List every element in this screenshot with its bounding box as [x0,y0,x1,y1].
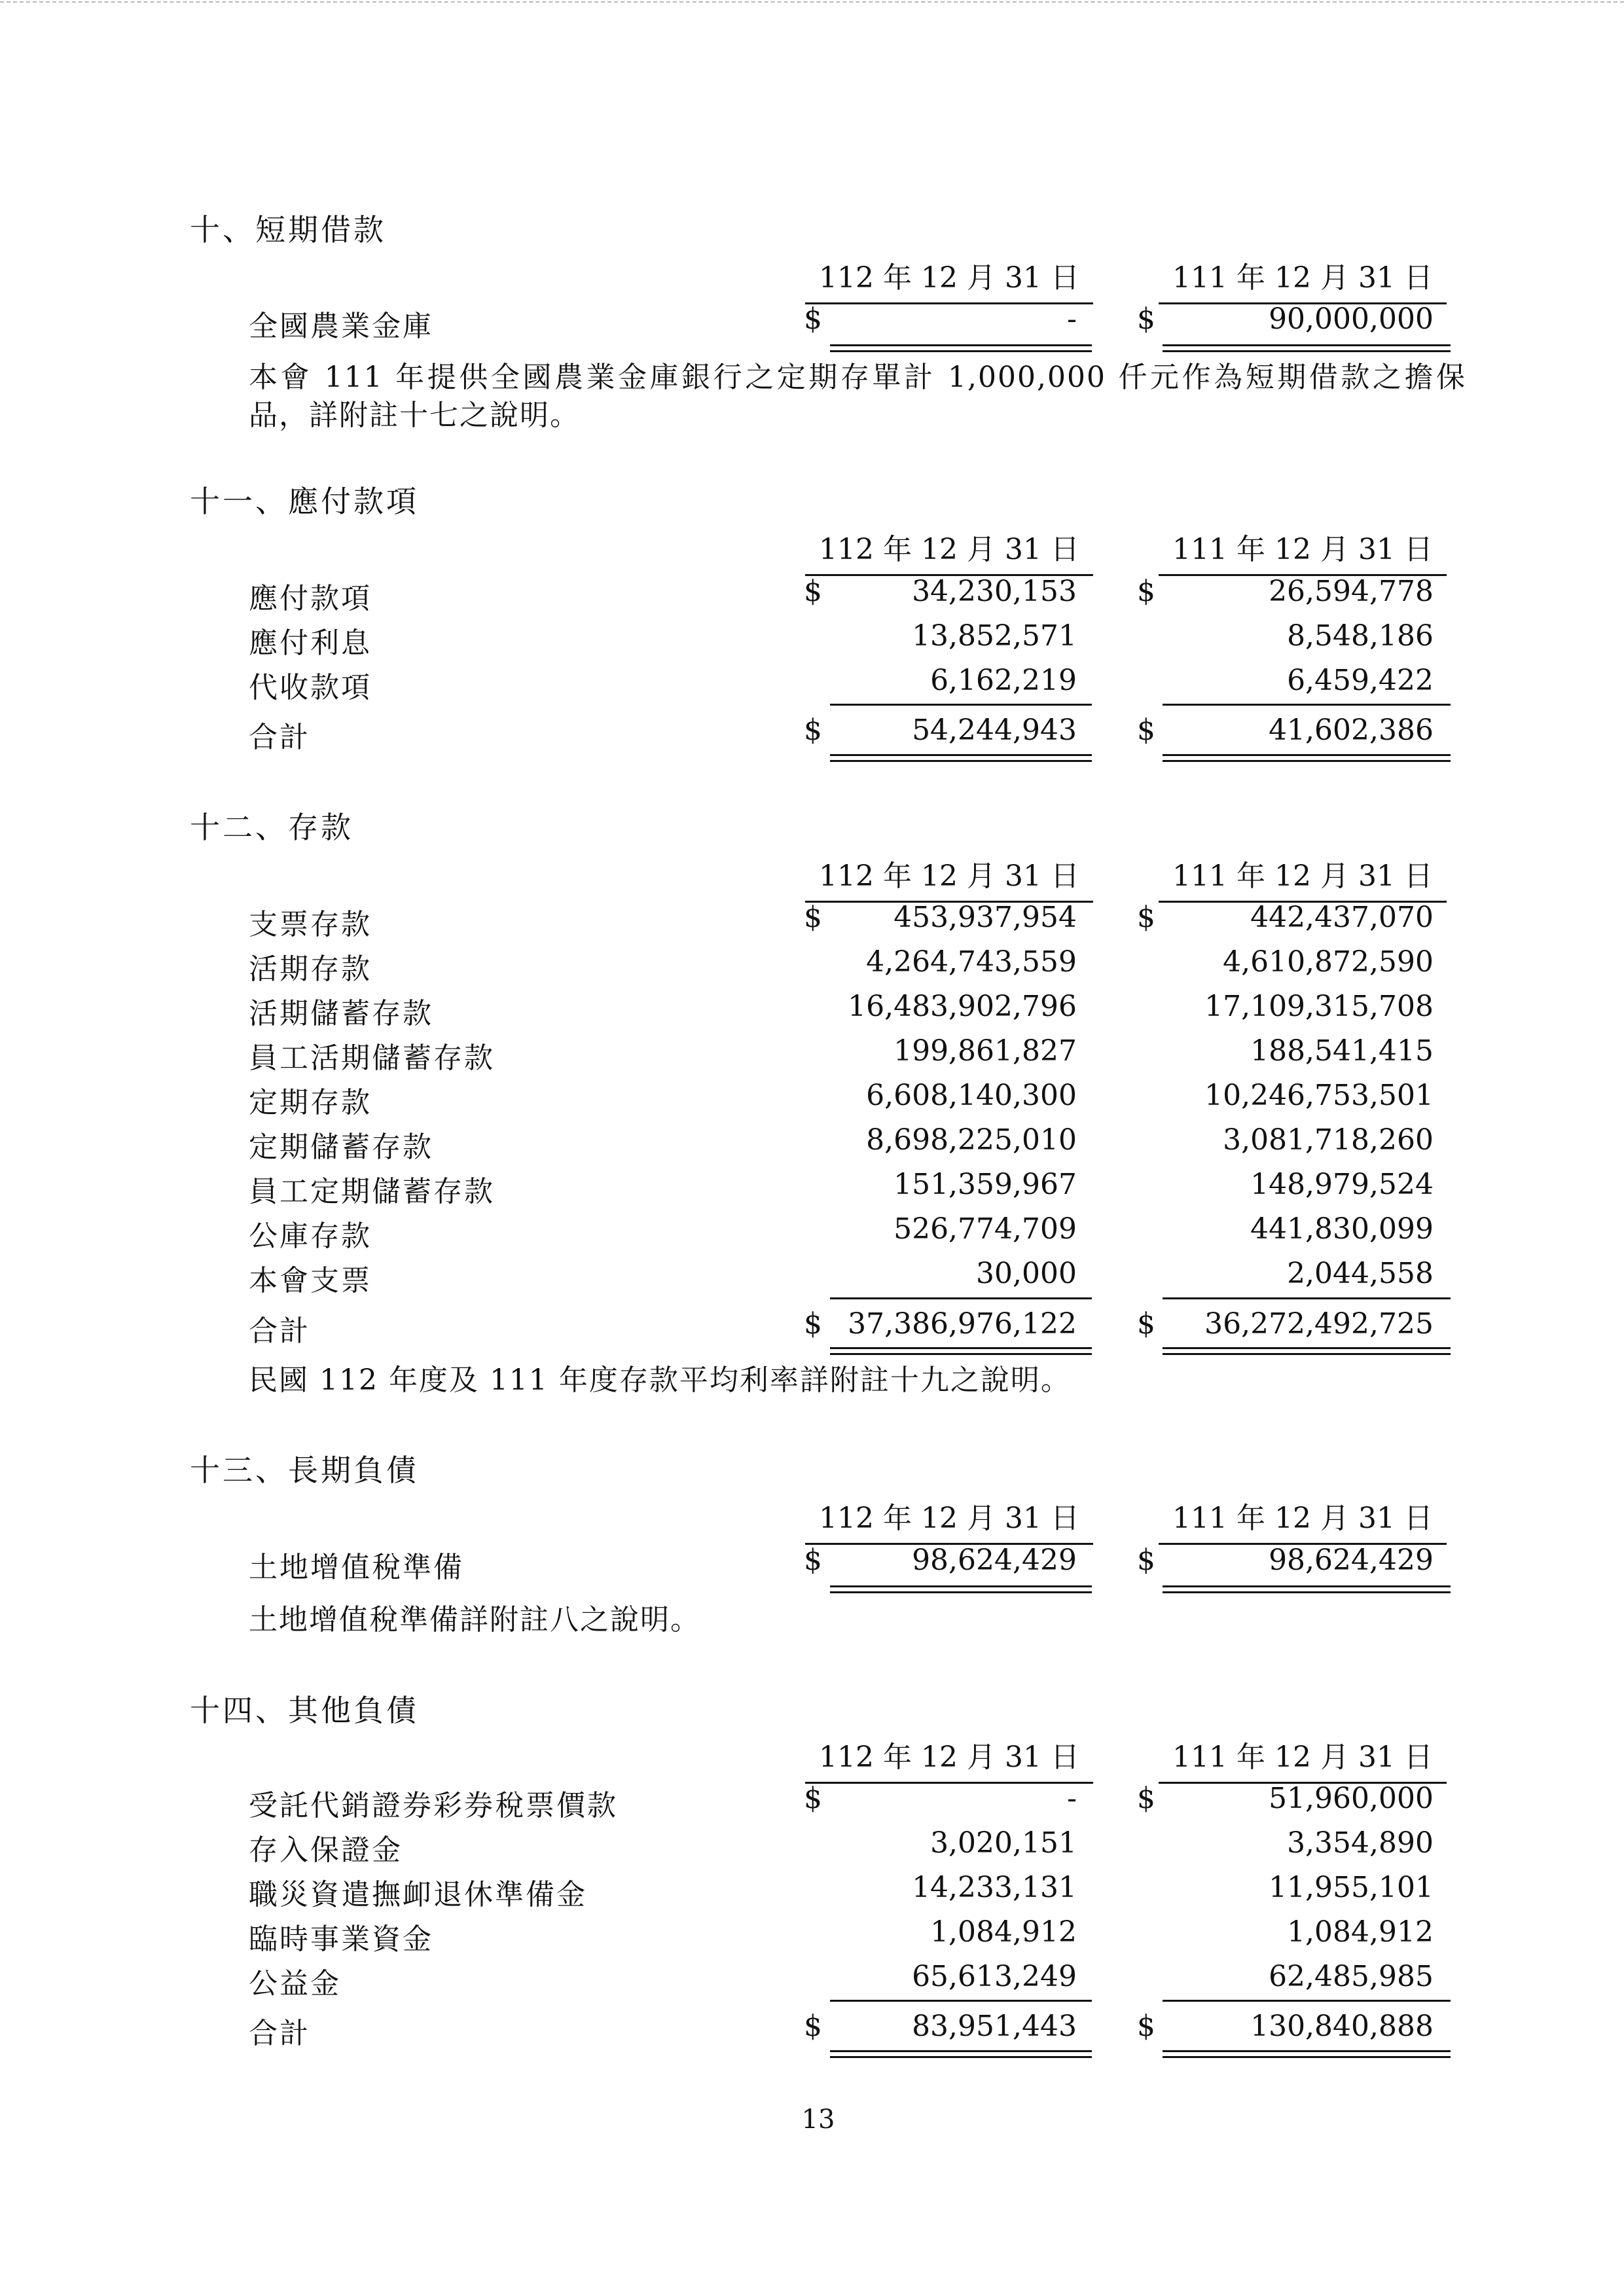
column-header-2022: 111 年 12 月 31 日 [1159,1494,1447,1545]
table-row [0,1782,1624,1821]
double-underline [830,2050,1092,2058]
subtotal-rule [1163,1297,1451,1299]
value-2023: 1,084,912 [930,1915,1077,1949]
section-note: 本會 111 年提供全國農業金庫銀行之定期存單計 1,000,000 仟元作為短期借款之擔保品，詳附註十七之說明。 [249,361,1466,432]
row-label: 應付利息 [249,626,372,660]
scan-top-border [0,1,1624,3]
row-label: 公庫存款 [249,1220,372,1253]
value-2022: 98,624,429 [1269,1544,1434,1577]
row-label: 定期存款 [249,1086,372,1119]
value-2022: 51,960,000 [1269,1782,1434,1815]
subtotal-rule [1163,2000,1451,2002]
column-header-2022: 111 年 12 月 31 日 [1159,254,1447,304]
value-2022: 8,548,186 [1287,619,1434,653]
currency-symbol: $ [804,714,822,747]
table-row [0,1034,1624,1074]
value-2022: 62,485,985 [1269,1960,1434,1993]
table-row [0,1915,1624,1955]
row-label: 活期存款 [249,952,372,986]
value-2023: 3,020,151 [930,1826,1077,1860]
row-label: 員工活期儲蓄存款 [249,1041,495,1075]
value-2023: - [1067,302,1077,336]
value-2022: 441,830,099 [1250,1212,1434,1246]
value-2022: 11,955,101 [1269,1871,1434,1904]
currency-symbol: $ [1137,1782,1155,1815]
currency-symbol: $ [804,901,822,934]
row-label: 受託代銷證券彩券稅票價款 [249,1789,618,1822]
section-heading-long-term-liabilities: 十三、長期負債 [190,1453,419,1488]
currency-symbol: $ [804,1544,822,1577]
total-2022: 130,840,888 [1250,2010,1434,2043]
double-underline [1163,1347,1451,1355]
value-2023: 4,264,743,559 [866,945,1077,979]
column-header-2023: 112 年 12 月 31 日 [805,852,1093,903]
table-row [0,1123,1624,1163]
row-label: 臨時事業資金 [249,1923,433,1956]
value-2023: 8,698,225,010 [866,1123,1077,1157]
table-row [0,945,1624,985]
table-row [0,1544,1624,1583]
value-2023: 151,359,967 [893,1168,1077,1201]
value-2023: 16,483,902,796 [848,990,1077,1023]
row-label: 職災資遣撫卹退休準備金 [249,1878,587,1911]
value-2023: 526,774,709 [893,1212,1077,1246]
currency-symbol: $ [804,1782,822,1815]
row-label: 活期儲蓄存款 [249,997,433,1030]
currency-symbol: $ [1137,2010,1155,2043]
table-row [0,1079,1624,1118]
table-row [0,901,1624,940]
value-2023: 65,613,249 [912,1960,1077,1993]
currency-symbol: $ [1137,1307,1155,1341]
column-header-2023: 112 年 12 月 31 日 [805,526,1093,576]
row-label: 支票存款 [249,908,372,941]
value-2022: 442,437,070 [1250,901,1434,934]
value-2022: 4,610,872,590 [1223,945,1434,979]
total-2022: 36,272,492,725 [1204,1307,1434,1341]
table-row [0,1257,1624,1296]
double-underline [1163,344,1451,352]
value-2023: 453,937,954 [893,901,1077,934]
section-heading-other-liabilities: 十四、其他負債 [190,1693,419,1728]
value-2022: 148,979,524 [1250,1168,1434,1201]
subtotal-rule [830,2000,1092,2002]
value-2022: 3,081,718,260 [1223,1123,1434,1157]
currency-symbol: $ [1137,901,1155,934]
section-heading-accounts-payable: 十一、應付款項 [190,484,419,519]
double-underline [830,1585,1092,1593]
value-2022: 26,594,778 [1269,575,1434,608]
value-2023: - [1067,1782,1077,1815]
row-label: 員工定期儲蓄存款 [249,1175,495,1208]
currency-symbol: $ [1137,714,1155,747]
subtotal-rule [830,704,1092,706]
double-underline [830,344,1092,352]
row-label: 應付款項 [249,582,372,615]
row-label: 合計 [249,1314,310,1348]
currency-symbol: $ [804,575,822,608]
currency-symbol: $ [804,302,822,336]
value-2023: 34,230,153 [912,575,1077,608]
column-header-2023: 112 年 12 月 31 日 [805,1733,1093,1784]
value-2023: 6,162,219 [930,664,1077,697]
double-underline [830,754,1092,762]
value-2022: 17,109,315,708 [1204,990,1434,1023]
column-header-2023: 112 年 12 月 31 日 [805,1494,1093,1545]
double-underline [830,1347,1092,1355]
table-row [0,1871,1624,1910]
table-row [0,1168,1624,1207]
value-2022: 1,084,912 [1287,1915,1434,1949]
section-heading-deposits: 十二、存款 [190,810,353,845]
total-row [0,2010,1624,2049]
double-underline [1163,754,1451,762]
value-2022: 2,044,558 [1287,1257,1434,1290]
row-label: 土地增值稅準備 [249,1551,464,1584]
table-row [0,1826,1624,1866]
total-2022: 41,602,386 [1269,714,1434,747]
value-2023: 14,233,131 [912,1871,1077,1904]
column-header-2023: 112 年 12 月 31 日 [805,254,1093,304]
value-2022: 188,541,415 [1250,1034,1434,1068]
row-label: 公益金 [249,1967,341,2000]
value-2022: 6,459,422 [1287,664,1434,697]
subtotal-rule [1163,704,1451,706]
value-2022: 3,354,890 [1287,1826,1434,1860]
total-2023: 37,386,976,122 [848,1307,1077,1341]
table-row [0,619,1624,659]
currency-symbol: $ [804,2010,822,2043]
column-header-2022: 111 年 12 月 31 日 [1159,526,1447,576]
value-2023: 6,608,140,300 [866,1079,1077,1112]
row-label: 本會支票 [249,1264,372,1297]
value-2023: 199,861,827 [893,1034,1077,1068]
currency-symbol: $ [1137,575,1155,608]
total-row [0,1307,1624,1346]
value-2023: 13,852,571 [912,619,1077,653]
page-number: 13 [801,2105,835,2135]
table-row [0,1212,1624,1252]
total-row [0,714,1624,753]
table-row [0,990,1624,1029]
row-label: 全國農業金庫 [249,310,433,343]
column-header-2022: 111 年 12 月 31 日 [1159,1733,1447,1784]
value-2023: 30,000 [976,1257,1077,1290]
double-underline [1163,1585,1451,1593]
value-2023: 98,624,429 [912,1544,1077,1577]
table-row [0,575,1624,614]
table-row [0,302,1624,342]
section-note: 土地增值稅準備詳附註八之說明。 [249,1603,700,1636]
section-note: 民國 112 年度及 111 年度存款平均利率詳附註十九之說明。 [249,1364,1071,1397]
total-2023: 54,244,943 [912,714,1077,747]
row-label: 合計 [249,721,310,754]
subtotal-rule [830,1297,1092,1299]
value-2022: 10,246,753,501 [1204,1079,1434,1112]
double-underline [1163,2050,1451,2058]
row-label: 合計 [249,2017,310,2050]
value-2022: 90,000,000 [1269,302,1434,336]
row-label: 存入保證金 [249,1834,403,1867]
currency-symbol: $ [1137,1544,1155,1577]
table-row [0,664,1624,703]
table-row [0,1960,1624,1999]
currency-symbol: $ [804,1307,822,1341]
column-header-2022: 111 年 12 月 31 日 [1159,852,1447,903]
row-label: 定期儲蓄存款 [249,1130,433,1164]
section-heading-short-term-borrowings: 十、短期借款 [190,212,386,247]
total-2023: 83,951,443 [912,2010,1077,2043]
currency-symbol: $ [1137,302,1155,336]
row-label: 代收款項 [249,671,372,704]
